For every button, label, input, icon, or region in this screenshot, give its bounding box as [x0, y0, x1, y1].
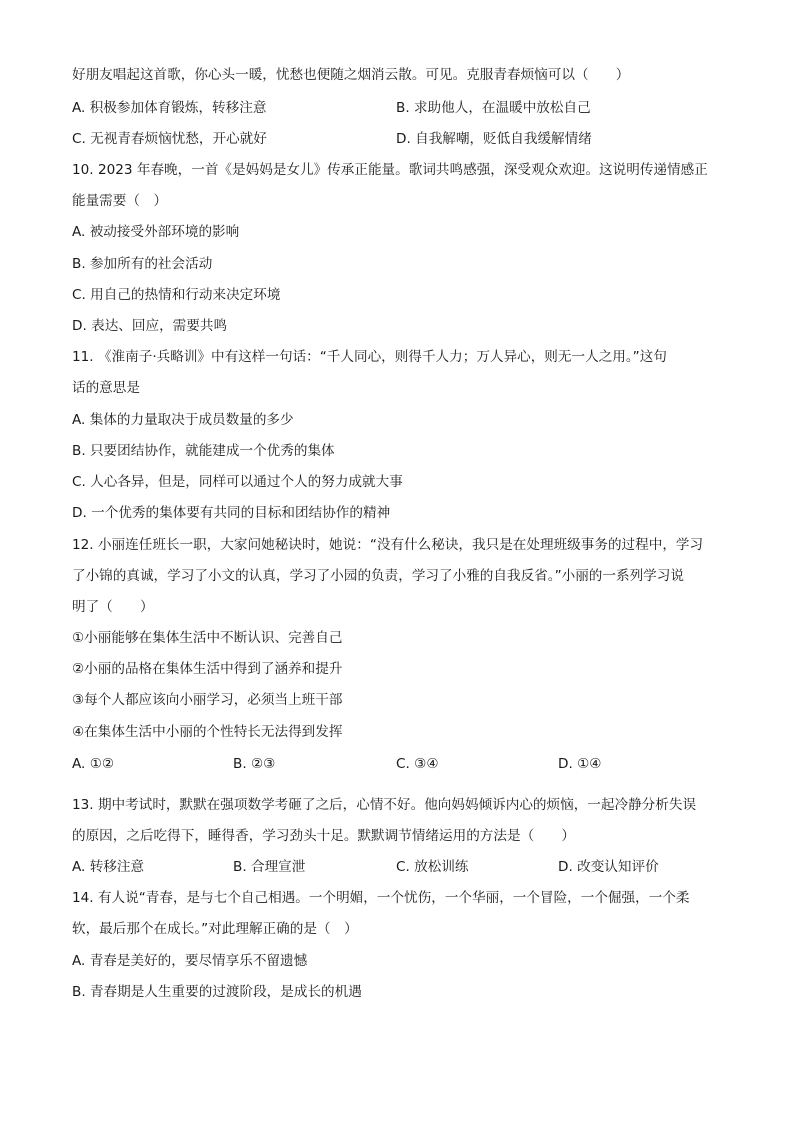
q13-stem-line-2: 的原因，之后吃得下，睡得香，学习劲头十足。默默调节情绪运用的方法是（ ）	[72, 828, 575, 844]
q12-option-a: A. ①②	[72, 756, 115, 772]
q12-option-b: B. ②③	[233, 756, 276, 772]
q12-statement-1: ①小丽能够在集体生活中不断认识、完善自己	[72, 630, 343, 646]
q12-statement-2: ②小丽的品格在集体生活中得到了涵养和提升	[72, 661, 343, 677]
q10-option-a: A. 被动接受外部环境的影响	[72, 224, 240, 240]
q10-option-b: B. 参加所有的社会活动	[72, 256, 213, 272]
q9-option-d: D. 自我解嘲，贬低自我缓解情绪	[396, 131, 592, 147]
q11-option-c: C. 人心各异，但是，同样可以通过个人的努力成就大事	[72, 474, 403, 490]
q9-option-c: C. 无视青春烦恼忧愁，开心就好	[72, 131, 267, 147]
q13-option-d: D. 改变认知评价	[558, 859, 659, 875]
q14-stem-line-2: 软，最后那个在成长。”对此理解正确的是（ ）	[72, 921, 358, 937]
q9-option-b: B. 求助他人，在温暖中放松自己	[396, 100, 591, 116]
q12-stem-line-1: 12. 小丽连任班长一职，大家问她秘诀时，她说：“没有什么秘诀，我只是在处理班级事务的过程中，学习	[72, 537, 704, 553]
q12-option-c: C. ③④	[396, 756, 439, 772]
q12-statement-3: ③每个人都应该向小丽学习，必须当上班干部	[72, 692, 343, 708]
q13-stem-line-1: 13. 期中考试时，默默在强项数学考砸了之后，心情不好。他向妈妈倾诉内心的烦恼，一起冷静分析失误	[72, 797, 697, 813]
q14-option-a: A. 青春是美好的，要尽情享乐不留遗憾	[72, 953, 308, 969]
q10-option-c: C. 用自己的热情和行动来决定环境	[72, 287, 281, 303]
q12-stem-line-3: 明了（ ）	[72, 599, 154, 615]
q14-stem-line-1: 14. 有人说“青春，是与七个自己相遇。一个明媚，一个忧伤，一个华丽，一个冒险，一个倔强，一个柔	[72, 890, 690, 906]
q13-option-c: C. 放松训练	[396, 859, 469, 875]
q10-option-d: D. 表达、回应，需要共鸣	[72, 318, 228, 334]
q10-stem-line-1: 10. 2023 年春晚，一首《是妈妈是女儿》传承正能量。歌词共鸣感强，深受观众欢迎。这说明传递情感正	[72, 162, 708, 178]
q13-option-b: B. 合理宣泄	[233, 859, 306, 875]
q12-statement-4: ④在集体生活中小丽的个性特长无法得到发挥	[72, 724, 343, 740]
q11-option-d: D. 一个优秀的集体要有共同的目标和团结协作的精神	[72, 505, 391, 521]
q12-option-d: D. ①④	[558, 756, 602, 772]
q13-option-a: A. 转移注意	[72, 859, 145, 875]
q10-stem-line-2: 能量需要（ ）	[72, 193, 168, 209]
q11-stem-line-1: 11. 《淮南子·兵略训》中有这样一句话：“千人同心，则得千人力；万人异心，则无一人之用。”这句	[72, 349, 667, 365]
q14-option-b: B. 青春期是人生重要的过渡阶段，是成长的机遇	[72, 984, 362, 1000]
q11-option-a: A. 集体的力量取决于成员数量的多少	[72, 412, 294, 428]
q12-stem-line-2: 了小锦的真诚，学习了小文的认真，学习了小园的负责，学习了小雅的自我反省。”小丽的一系列学习说	[72, 568, 684, 584]
q9-option-a: A. 积极参加体育锻炼，转移注意	[72, 100, 267, 116]
q9-stem-tail: 好朋友唱起这首歌，你心头一暖，忧愁也便随之烟消云散。可见。克服青春烦恼可以（ ）	[72, 67, 630, 83]
q11-option-b: B. 只要团结协作，就能建成一个优秀的集体	[72, 443, 335, 459]
q11-stem-line-2: 话的意思是	[72, 380, 140, 396]
